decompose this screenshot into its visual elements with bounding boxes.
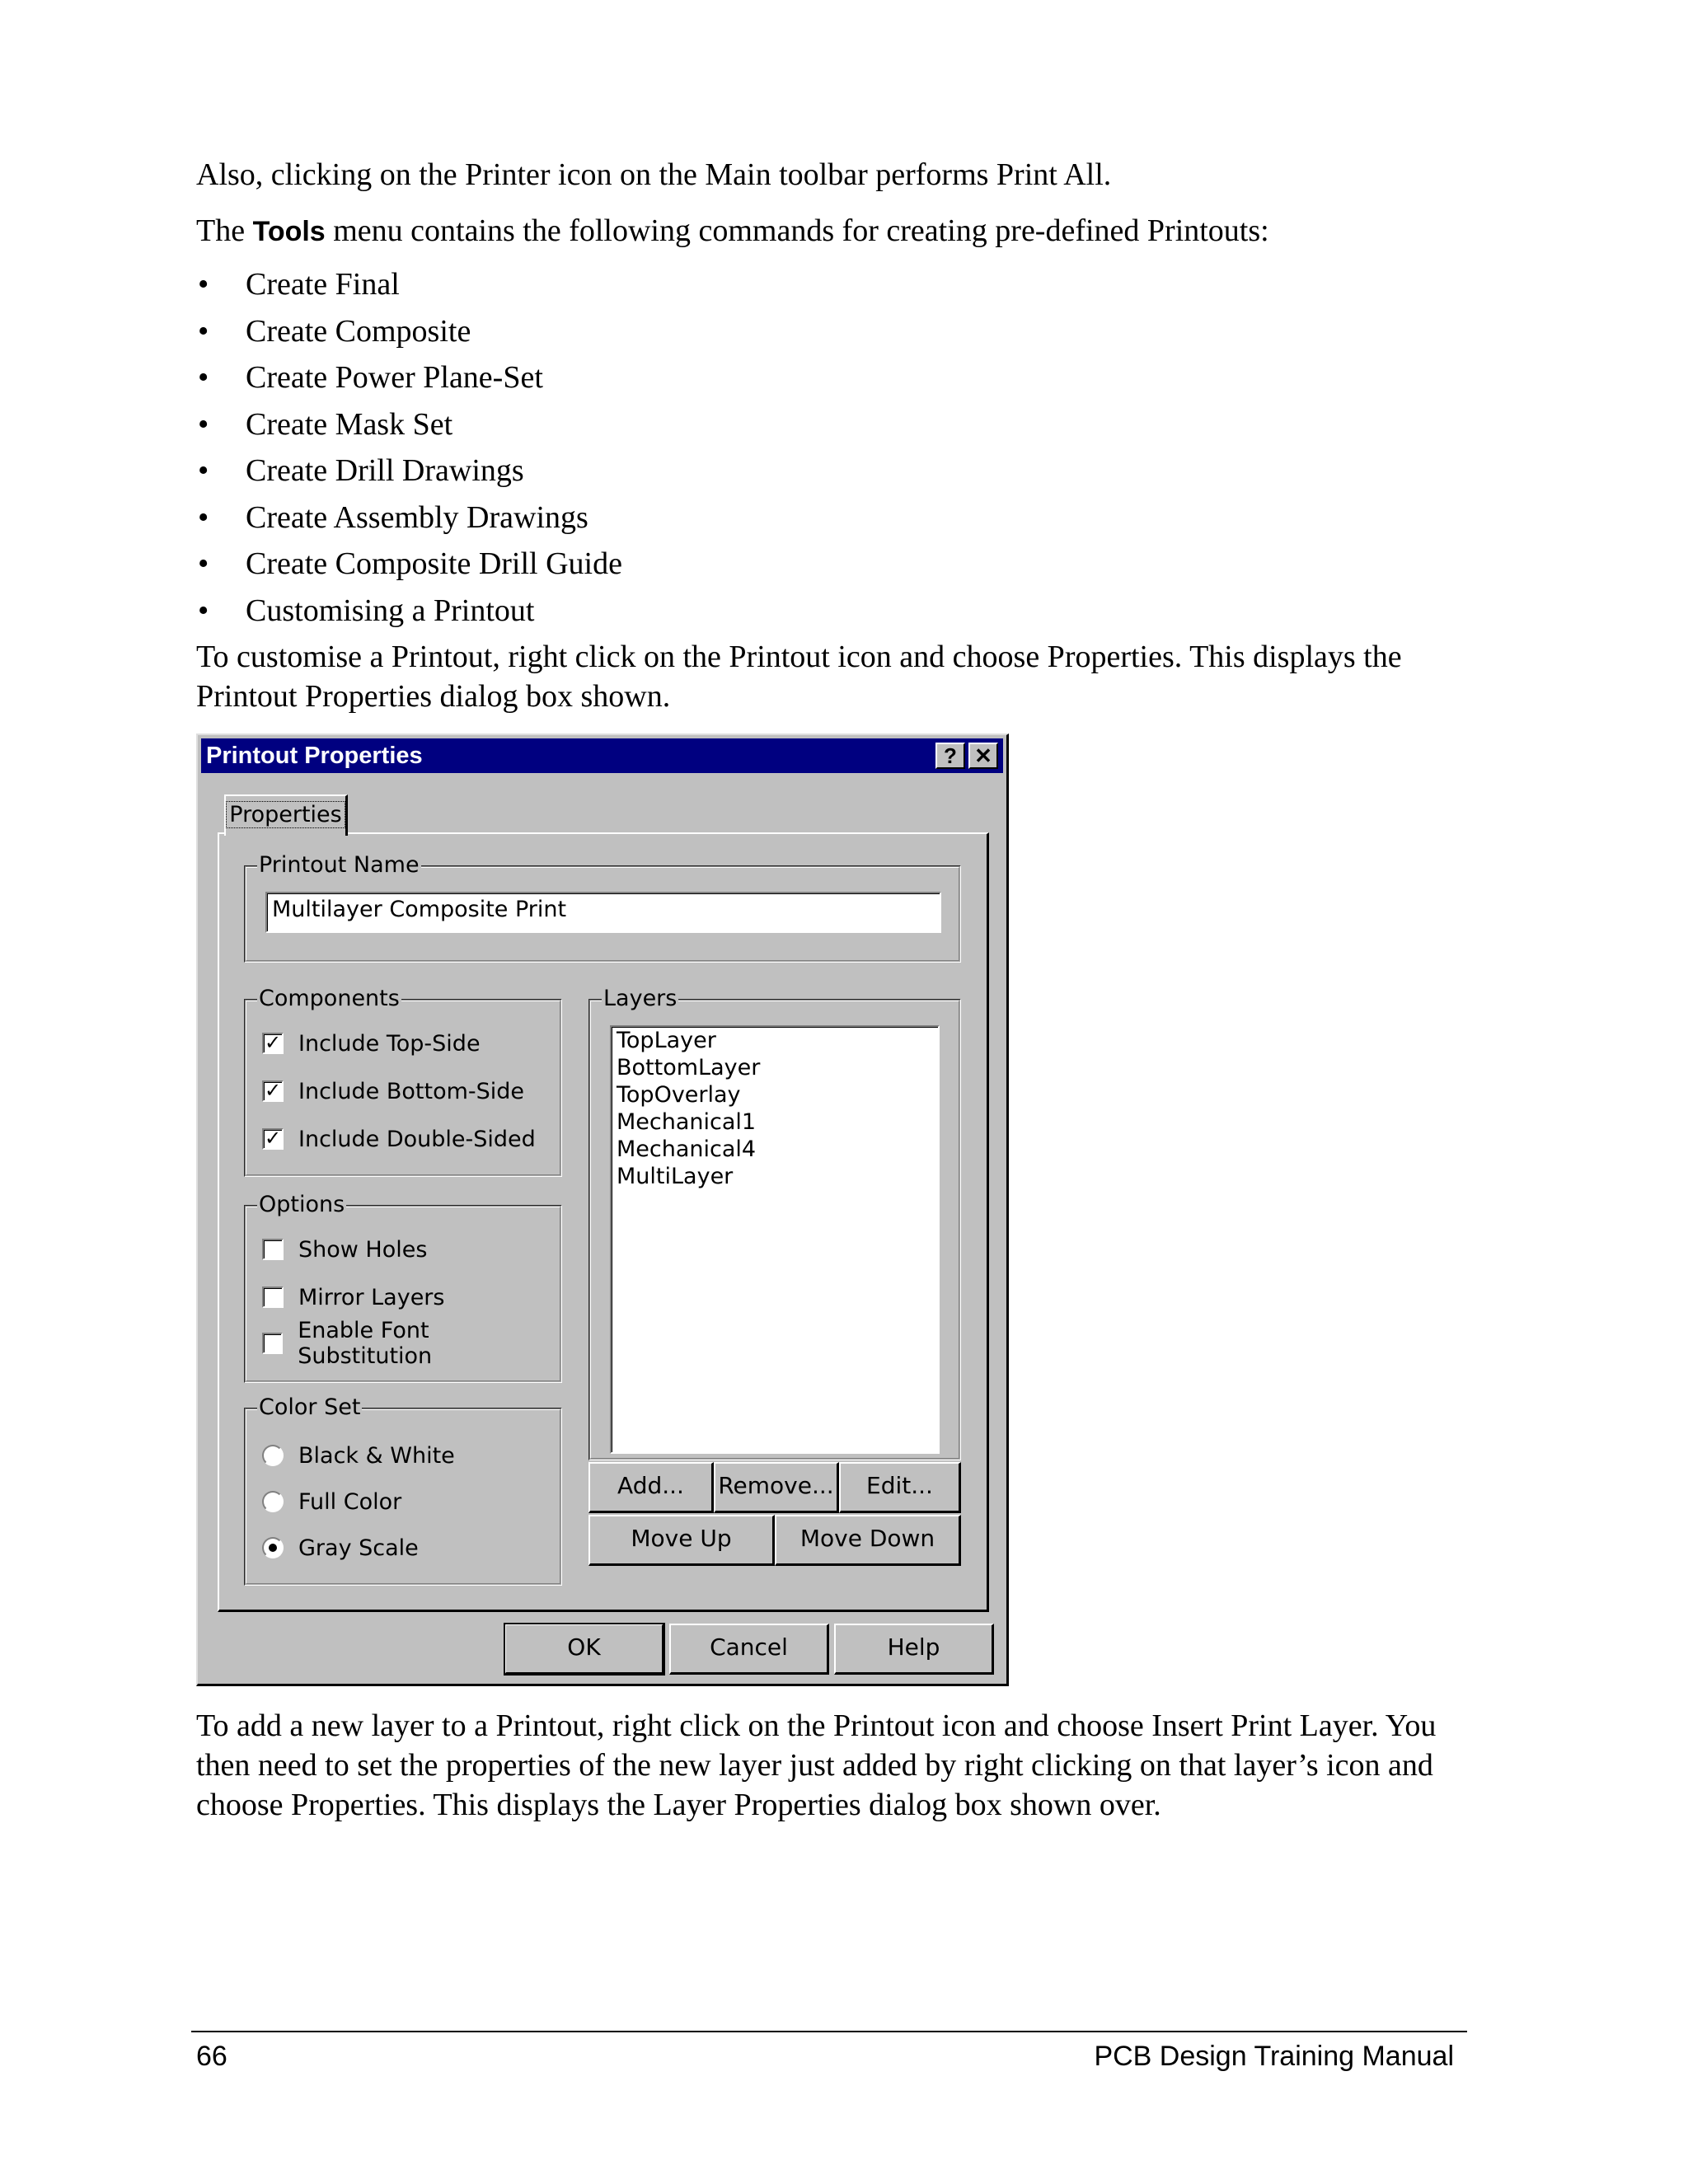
list-item: • Customising a Printout [196, 588, 622, 635]
cancel-button[interactable]: Cancel [669, 1624, 829, 1675]
enable-font-substitution-checkbox[interactable] [262, 1318, 560, 1369]
intro-line-2-post: menu contains the following commands for creating pre-defined Printouts: [325, 213, 1269, 248]
printout-name-input[interactable] [265, 892, 941, 933]
options-group [244, 1192, 562, 1383]
checkbox-unchecked-icon [262, 1333, 283, 1354]
properties-tab-panel [218, 832, 989, 1612]
checkbox-unchecked-icon [262, 1239, 284, 1260]
printout-name-group [244, 852, 961, 963]
list-item: • Create Assembly Drawings [196, 494, 622, 541]
intro-line-2 [196, 211, 1465, 251]
customise-paragraph: To customise a Printout, right click on the Printout icon and choose Properties. This displays the Printout Properties dialog box shown. [196, 640, 1402, 714]
color-set-group [244, 1394, 562, 1586]
checkbox-unchecked-icon [262, 1286, 284, 1308]
components-label: Components [257, 984, 401, 1014]
printout-name-value: Multilayer Composite Print [272, 897, 567, 922]
layer-item-topoverlay[interactable]: TopOverlay [617, 1082, 741, 1108]
layer-item-mechanical1[interactable]: Mechanical1 [617, 1109, 757, 1135]
layers-group [588, 986, 961, 1460]
printout-name-label: Printout Name [257, 851, 421, 880]
show-holes-checkbox[interactable] [262, 1235, 427, 1264]
checkbox-checked-icon: ✓ [262, 1033, 284, 1054]
radio-label: Gray Scale [298, 1535, 419, 1561]
checkbox-label: Include Top-Side [298, 1030, 481, 1057]
radio-icon [262, 1445, 284, 1466]
move-down-button[interactable]: Move Down [775, 1515, 961, 1566]
radio-icon [262, 1491, 284, 1512]
help-question-button[interactable]: ? [935, 743, 965, 769]
include-bottom-side-checkbox[interactable] [262, 1076, 524, 1106]
layer-item-toplayer[interactable]: TopLayer [617, 1028, 716, 1053]
color-set-label: Color Set [257, 1393, 362, 1422]
list-item: • Create Mask Set [196, 401, 622, 448]
options-label: Options [257, 1190, 346, 1220]
printout-properties-dialog [196, 733, 1009, 1686]
remove-button[interactable]: Remove... [714, 1462, 839, 1513]
checkbox-label: Mirror Layers [298, 1284, 445, 1310]
intro-line-2-pre: The [196, 213, 253, 248]
checkbox-checked-icon: ✓ [262, 1128, 284, 1150]
tab-properties[interactable] [224, 794, 348, 836]
checkbox-checked-icon: ✓ [262, 1080, 284, 1102]
tab-properties-label: Properties [226, 801, 345, 828]
intro-line-1: Also, clicking on the Printer icon on the Main toolbar performs Print All. [196, 157, 1112, 192]
help-button[interactable]: Help [834, 1624, 994, 1675]
layer-item-multilayer[interactable]: MultiLayer [617, 1164, 734, 1189]
checkbox-label: Show Holes [298, 1236, 428, 1263]
list-item: • Create Composite [196, 308, 622, 355]
ok-button[interactable]: OK [504, 1624, 664, 1675]
black-white-radio[interactable] [262, 1441, 455, 1470]
components-group [244, 986, 562, 1177]
tools-menu-name: Tools [252, 216, 326, 247]
radio-label: Full Color [298, 1488, 402, 1515]
radio-selected-icon [262, 1537, 284, 1558]
include-top-side-checkbox[interactable] [262, 1029, 481, 1058]
layers-listbox[interactable] [610, 1025, 940, 1454]
full-color-radio[interactable] [262, 1487, 401, 1516]
dialog-titlebar [201, 738, 1003, 773]
layer-item-bottomlayer[interactable]: BottomLayer [617, 1055, 761, 1080]
checkbox-label: Include Bottom-Side [298, 1078, 525, 1104]
footer-divider [191, 2031, 1467, 2032]
page-number: 66 [196, 2041, 227, 2072]
checkbox-label: Include Double-Sided [298, 1126, 536, 1152]
radio-label: Black & White [298, 1442, 455, 1469]
list-item: • Create Power Plane-Set [196, 354, 622, 401]
list-item: • Create Final [196, 261, 622, 308]
list-item: • Create Drill Drawings [196, 448, 622, 494]
layer-item-mechanical4[interactable]: Mechanical4 [617, 1137, 757, 1162]
manual-title: PCB Design Training Manual [1094, 2041, 1454, 2072]
gray-scale-radio[interactable] [262, 1533, 419, 1563]
edit-button[interactable]: Edit... [839, 1462, 961, 1513]
add-button[interactable]: Add... [588, 1462, 714, 1513]
printout-commands-list [196, 261, 622, 634]
include-double-sided-checkbox[interactable] [262, 1124, 536, 1154]
checkbox-label: Enable Font Substitution [298, 1318, 433, 1369]
move-up-button[interactable]: Move Up [588, 1515, 775, 1566]
mirror-layers-checkbox[interactable] [262, 1282, 444, 1312]
dialog-title: Printout Properties [206, 743, 423, 769]
close-icon[interactable]: ✕ [968, 743, 998, 769]
list-item: • Create Composite Drill Guide [196, 541, 622, 588]
add-layer-paragraph: To add a new layer to a Printout, right click on the Printout icon and choose Insert Print Layer. You then need to set the properties of the new layer just added by right clicking on that layer’s icon and choose Properties. This displays the Layer Properties dialog box shown over. [196, 1708, 1437, 1822]
layers-label: Layers [602, 984, 678, 1014]
